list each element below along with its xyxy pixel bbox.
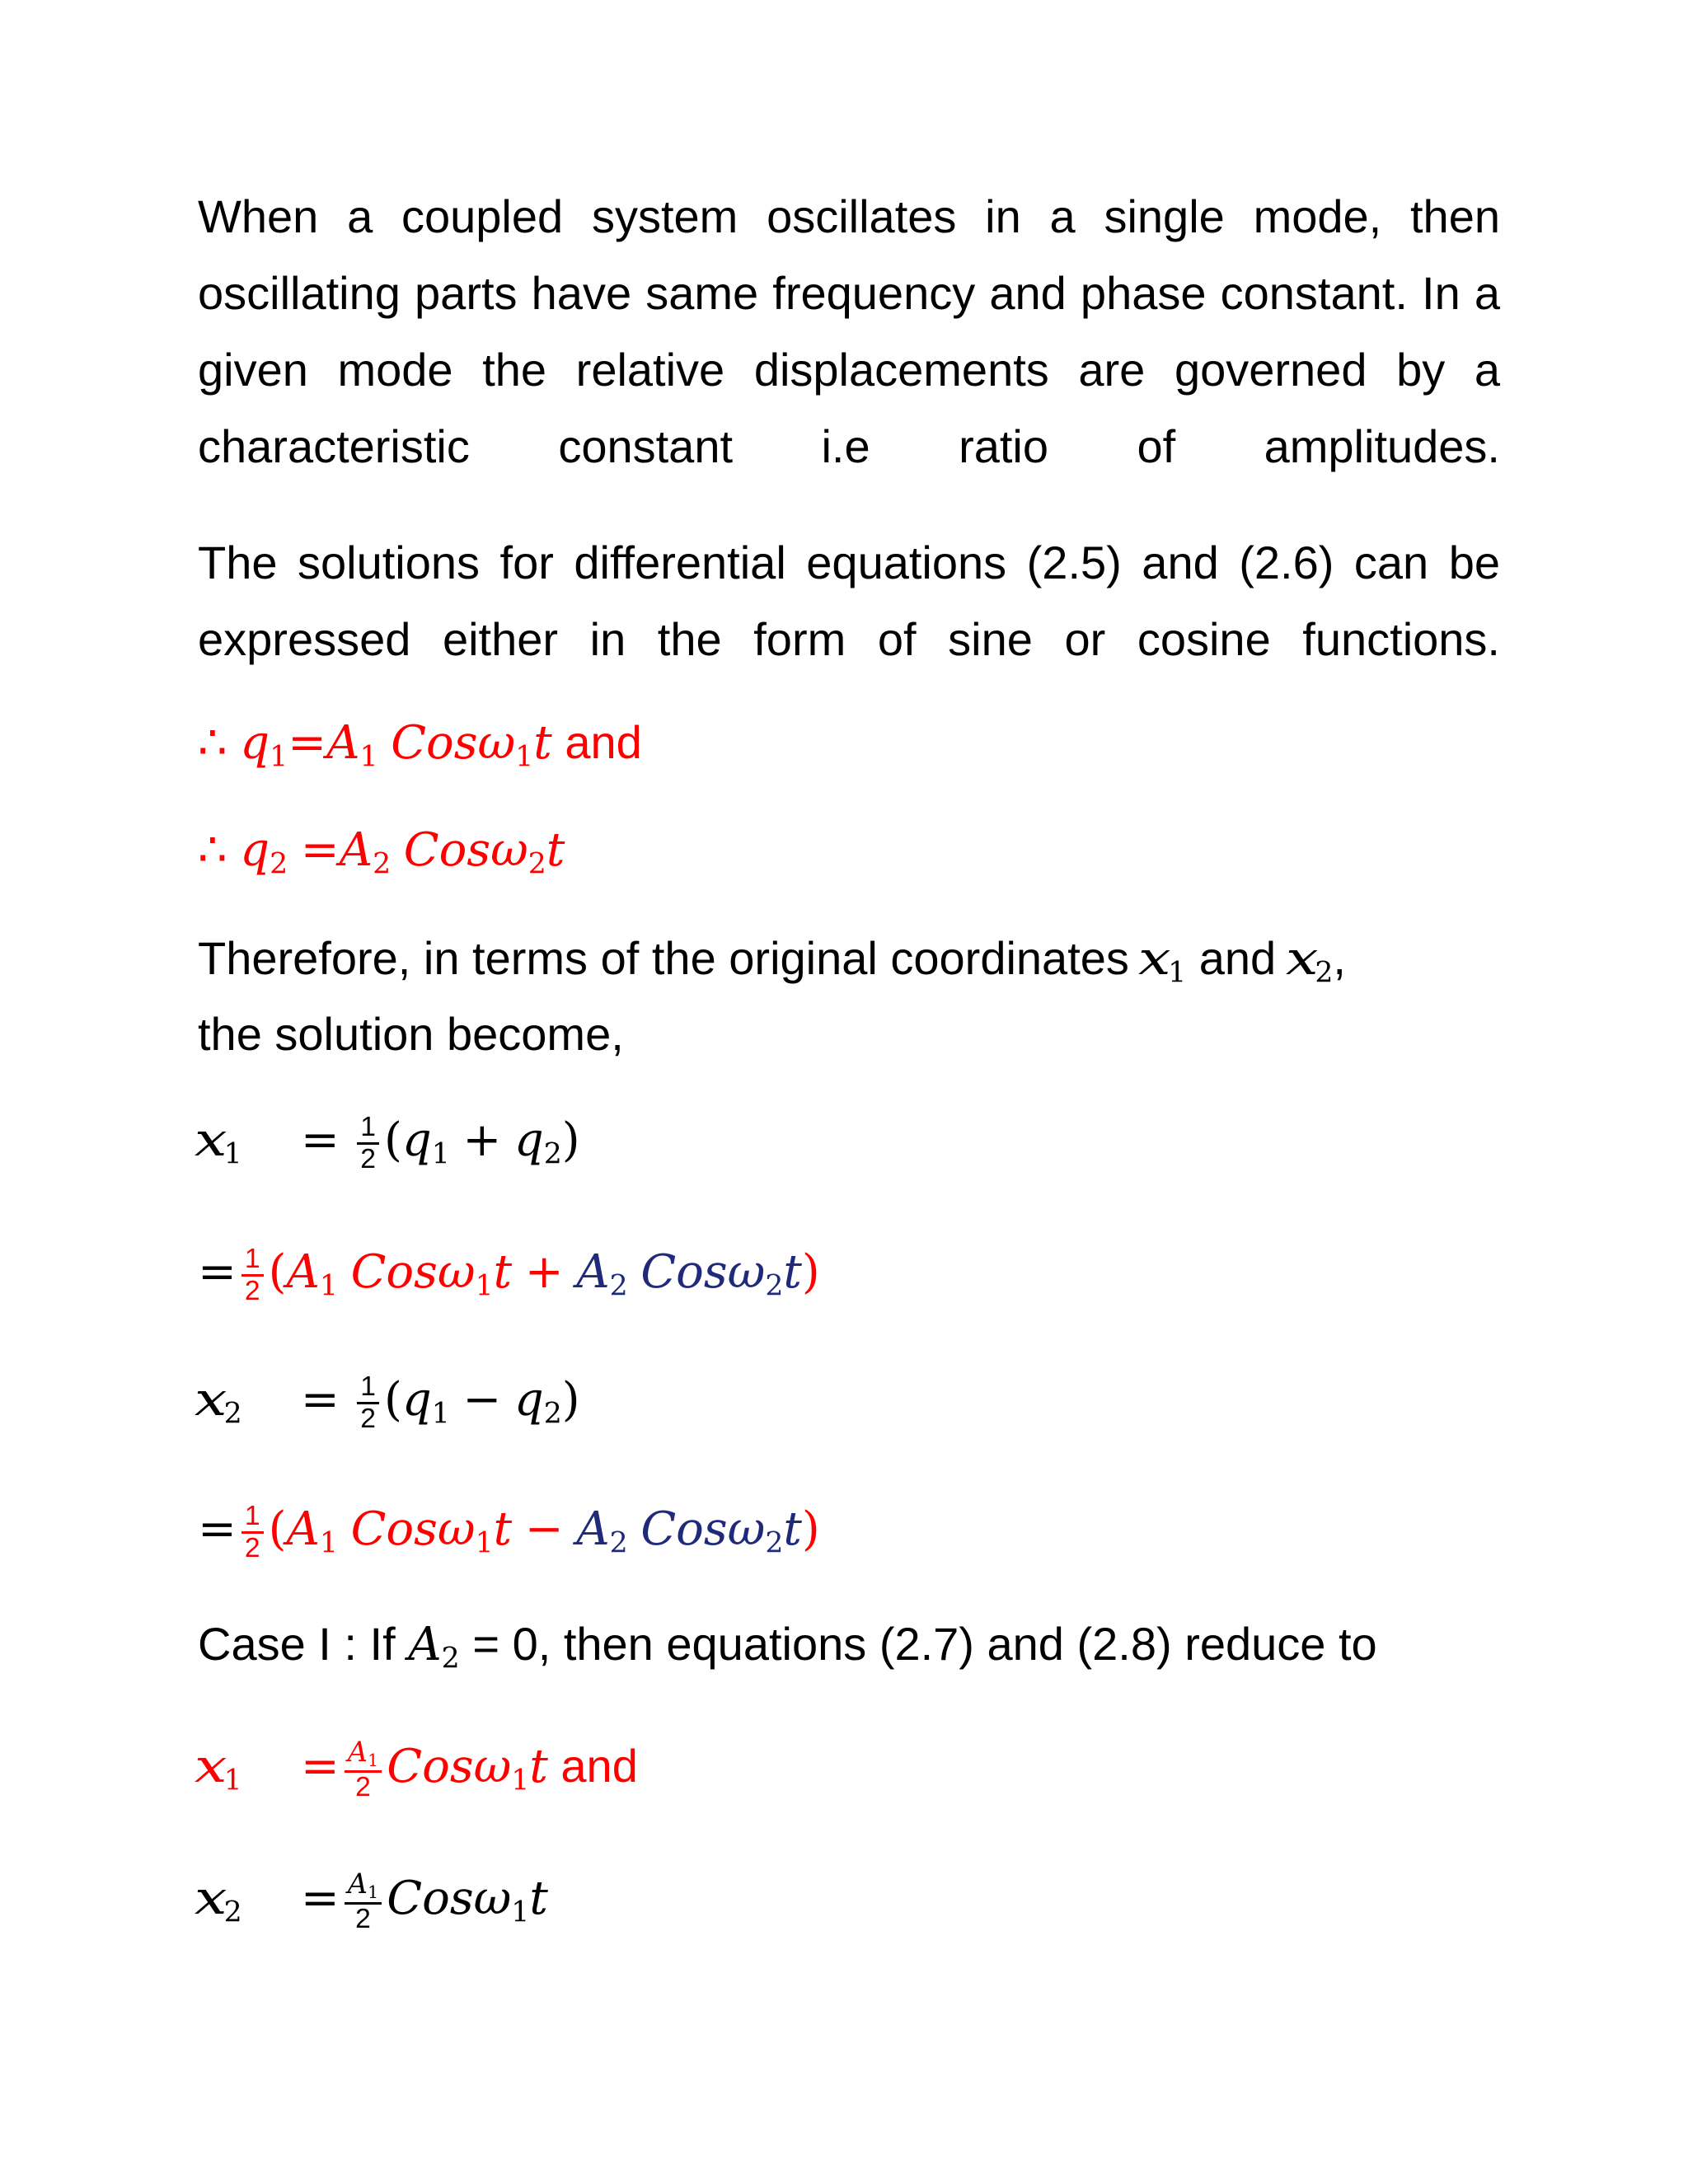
x-letter: x: [195, 1739, 227, 1793]
subscript: 1: [511, 1764, 530, 1797]
equals-sign: =: [300, 1871, 340, 1925]
cos-term: [387, 1871, 548, 1929]
q-letter: q: [401, 1373, 432, 1427]
numerator: 1: [357, 1372, 379, 1404]
a2-symbol: [576, 1245, 628, 1303]
subscript: 2: [373, 847, 392, 881]
cos-term: [350, 1502, 513, 1560]
subscript: 1: [319, 1269, 339, 1303]
fraction-a1-half: [345, 1737, 382, 1802]
cos-term: [350, 1245, 513, 1303]
subscript: 1: [1168, 956, 1187, 990]
denominator: 2: [355, 1903, 371, 1934]
subscript: 1: [431, 1137, 450, 1171]
x-letter: x: [195, 1871, 227, 1925]
a-letter: A: [347, 1736, 368, 1768]
x-letter: x: [1138, 932, 1172, 986]
q2-symbol: [513, 1373, 562, 1431]
subscript: 1: [367, 1882, 379, 1902]
fraction-half: [357, 1372, 379, 1433]
a-letter: A: [576, 1502, 610, 1556]
equals-sign: =: [300, 1373, 340, 1427]
numerator: 1: [241, 1244, 264, 1276]
solution-become-text: the solution become,: [198, 1008, 624, 1060]
red-term: [268, 1502, 564, 1560]
cos-text: Cos: [403, 823, 491, 877]
x1-symbol: [195, 1739, 242, 1797]
right-paren: ): [801, 1245, 820, 1299]
right-paren: ): [801, 1502, 820, 1556]
subscript: 1: [359, 740, 378, 774]
q-letter: q: [240, 823, 270, 877]
denominator: 2: [360, 1143, 376, 1174]
and-word: and: [565, 716, 642, 768]
cos-term: [387, 1739, 548, 1797]
q-letter: q: [513, 1113, 544, 1167]
right-paren: ): [561, 1113, 580, 1167]
subscript: 1: [367, 1750, 379, 1770]
t-symbol: t: [493, 1502, 513, 1556]
paragraph-intro-text: When a coupled system oscillates in a single mode, then oscillating parts have same frequency and phase constant. In a given mode the relative displacements are governed by a characteristic constant i.e ratio of amplitudes.: [198, 190, 1500, 472]
omega-symbol: ω: [477, 716, 516, 770]
denominator: 2: [244, 1275, 260, 1306]
a1-symbol: [326, 716, 378, 774]
q2-symbol: [513, 1113, 562, 1171]
subscript: 2: [543, 1137, 562, 1171]
paragraph-solutions-text: The solutions for differential equations (2.5) and (2.6) can be expressed either in the form of sine or cosine functions.: [198, 537, 1500, 665]
q-letter: q: [240, 716, 270, 770]
equals-sign: =: [198, 1245, 237, 1299]
paragraph-solution-become: [198, 1007, 624, 1061]
numerator: 1: [357, 1113, 379, 1144]
subscript: 1: [319, 1526, 339, 1560]
subscript: 2: [543, 1397, 562, 1431]
cos-text: Cos: [387, 1739, 474, 1793]
red-term: [268, 1245, 564, 1303]
left-paren: (: [268, 1502, 287, 1556]
omega-symbol: ω: [437, 1245, 476, 1299]
fraction-half: [357, 1113, 379, 1174]
subscript: 1: [431, 1397, 450, 1431]
coordinates-text: Therefore, in terms of the original coordinates: [198, 932, 1129, 984]
q1-symbol: [401, 1373, 450, 1431]
q2-symbol: [240, 823, 288, 881]
denominator: 2: [355, 1771, 371, 1802]
x2-symbol: [195, 1871, 242, 1929]
subscript: 2: [441, 1642, 460, 1675]
omega-symbol: ω: [727, 1502, 766, 1556]
a-letter: A: [408, 1618, 442, 1671]
denominator: 2: [244, 1532, 260, 1563]
equation-x1-expanded: [198, 1244, 820, 1305]
paragraph-solutions: [198, 524, 1500, 677]
t-symbol: t: [529, 1739, 548, 1793]
case-prefix: Case I : If: [198, 1618, 396, 1670]
x-letter: x: [195, 1373, 227, 1427]
t-symbol: t: [529, 1871, 548, 1925]
numerator: [345, 1869, 382, 1905]
therefore-symbol: ∴: [198, 823, 227, 877]
x-letter: x: [1285, 932, 1319, 986]
x2-symbol: [195, 1373, 242, 1431]
equation-q2: [198, 823, 565, 881]
x2-symbol: [1285, 932, 1334, 990]
subscript: 1: [475, 1526, 494, 1560]
subscript: 1: [223, 1137, 242, 1171]
cos-term: [403, 823, 565, 881]
q-letter: q: [513, 1373, 544, 1427]
equation-x1: [195, 1112, 580, 1174]
subscript: 1: [515, 740, 534, 774]
q-letter: q: [401, 1113, 432, 1167]
navy-term: [576, 1245, 802, 1303]
subscript: 1: [270, 740, 288, 774]
navy-term: [576, 1502, 802, 1560]
subscript: 2: [765, 1269, 784, 1303]
left-paren: (: [383, 1373, 402, 1427]
equals-sign: =: [300, 1113, 340, 1167]
subscript: 2: [223, 1397, 242, 1431]
paragraph-coordinates: [198, 931, 1346, 990]
cos-text: Cos: [350, 1502, 438, 1556]
equation-q1: [198, 715, 642, 774]
x-letter: x: [195, 1113, 227, 1167]
case-one-text: [198, 1617, 1377, 1675]
t-symbol: t: [533, 716, 552, 770]
subscript: 2: [765, 1526, 784, 1560]
denominator: 2: [360, 1403, 376, 1434]
fraction-half: [241, 1502, 264, 1563]
subscript: 2: [270, 847, 288, 881]
equation-x2-expanded: [198, 1502, 820, 1563]
a-letter: A: [286, 1502, 320, 1556]
fraction-a1-half: [345, 1869, 382, 1933]
subscript: 1: [511, 1896, 530, 1929]
cos-text: Cos: [387, 1871, 474, 1925]
plus-sign: +: [524, 1245, 564, 1299]
subscript: 2: [223, 1896, 242, 1929]
subscript: 2: [1315, 956, 1334, 990]
a2-symbol: [339, 823, 392, 881]
a2-symbol: [576, 1502, 628, 1560]
a2-symbol: [408, 1618, 460, 1675]
cos-text: Cos: [640, 1502, 728, 1556]
subscript: 2: [528, 847, 546, 881]
and-word: and: [1198, 932, 1277, 984]
subscript: 2: [609, 1526, 628, 1560]
subscript: 1: [223, 1764, 242, 1797]
minus-sign: −: [524, 1502, 564, 1556]
a1-symbol: [286, 1245, 339, 1303]
plus-sign: +: [462, 1113, 502, 1167]
q1-symbol: [240, 716, 288, 774]
cos-term: [640, 1502, 802, 1560]
a-letter: A: [286, 1245, 320, 1299]
numerator: [345, 1737, 382, 1773]
cos-text: Cos: [391, 716, 478, 770]
x1-symbol: [195, 1113, 242, 1171]
omega-symbol: ω: [490, 823, 528, 877]
fraction-half: [241, 1244, 264, 1305]
equals-sign: =: [300, 823, 340, 877]
paragraph-intro: [198, 178, 1500, 485]
equation-case-x1: [195, 1736, 638, 1802]
a1-symbol: [286, 1502, 339, 1560]
comma: ,: [1333, 932, 1346, 984]
cos-text: Cos: [350, 1245, 438, 1299]
numerator: 1: [241, 1502, 264, 1533]
a-letter: A: [347, 1868, 368, 1900]
left-paren: (: [383, 1113, 402, 1167]
equals-sign: =: [288, 716, 327, 770]
a-letter: A: [576, 1245, 610, 1299]
omega-symbol: ω: [437, 1502, 476, 1556]
t-symbol: t: [783, 1245, 802, 1299]
x1-symbol: [1138, 932, 1187, 990]
t-symbol: t: [783, 1502, 802, 1556]
equals-sign: =: [198, 1502, 237, 1556]
omega-symbol: ω: [473, 1871, 512, 1925]
equation-x2: [195, 1371, 580, 1434]
cos-term: [391, 716, 552, 774]
and-word: and: [560, 1739, 638, 1792]
a-letter: A: [339, 823, 373, 877]
case-rest: = 0, then equations (2.7) and (2.8) reduce to: [472, 1618, 1377, 1670]
subscript: 1: [475, 1269, 494, 1303]
subscript: 2: [609, 1269, 628, 1303]
omega-symbol: ω: [727, 1245, 766, 1299]
omega-symbol: ω: [473, 1739, 512, 1793]
left-paren: (: [268, 1245, 287, 1299]
equals-sign: =: [300, 1739, 340, 1793]
therefore-symbol: ∴: [198, 716, 227, 770]
cos-text: Cos: [640, 1245, 728, 1299]
equation-case-x2: [195, 1868, 548, 1934]
t-symbol: t: [546, 823, 565, 877]
right-paren: ): [561, 1373, 580, 1427]
cos-term: [640, 1245, 802, 1303]
minus-sign: −: [462, 1373, 502, 1427]
t-symbol: t: [493, 1245, 513, 1299]
q1-symbol: [401, 1113, 450, 1171]
a-letter: A: [326, 716, 360, 770]
